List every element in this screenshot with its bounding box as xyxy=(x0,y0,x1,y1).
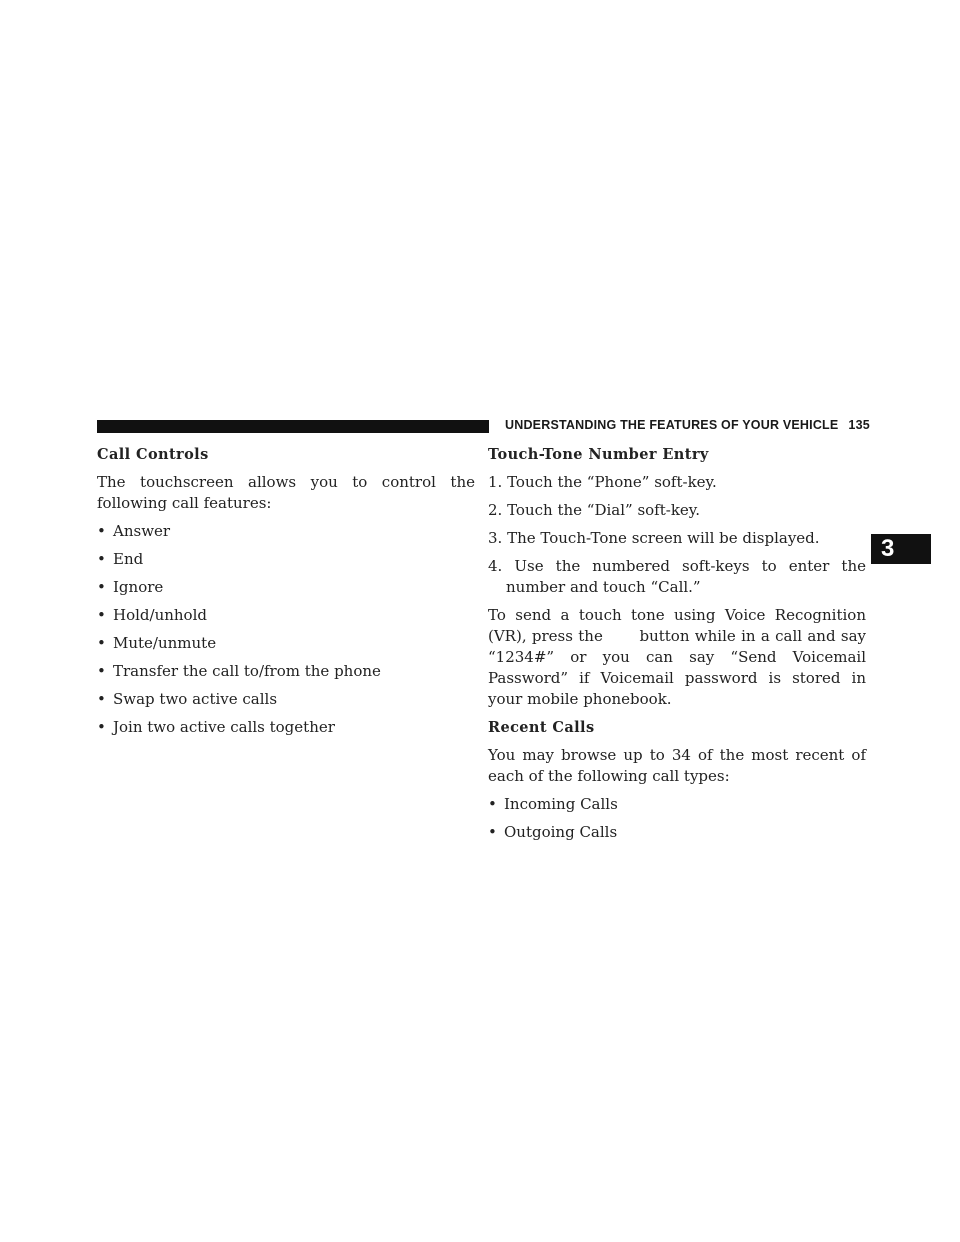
running-header xyxy=(505,418,870,432)
bullet-icon: • xyxy=(97,578,106,596)
bullet-icon: • xyxy=(97,662,106,680)
list-item: 2. Touch the “Dial” soft-key. xyxy=(488,501,701,519)
list-item: • Ignore xyxy=(97,578,164,596)
list-item: • Swap two active calls xyxy=(97,690,278,708)
touch-tone-heading: Touch-Tone Number Entry xyxy=(488,446,709,463)
page-number: 135 xyxy=(848,418,870,432)
list-item: • Transfer the call to/from the phone xyxy=(97,662,381,680)
list-item: • Mute/unmute xyxy=(97,634,217,652)
list-item: • End xyxy=(97,550,144,568)
vr-paragraph: To send a touch tone using Voice Recognition (VR), press the button while in a call and say “1234#” or you can say “Send Voicemail Password” if Voicemail password is stored in your mobile phonebook. xyxy=(488,606,866,708)
bullet-icon: • xyxy=(97,606,106,624)
section-title: UNDERSTANDING THE FEATURES OF YOUR VEHICLE xyxy=(505,418,839,432)
list-item: 3. The Touch-Tone screen will be displayed. xyxy=(488,529,820,547)
list-item: • Outgoing Calls xyxy=(488,823,618,841)
right-column xyxy=(488,444,866,850)
bullet-icon: • xyxy=(488,795,497,813)
bullet-icon: • xyxy=(97,718,106,736)
chapter-tab: 3 xyxy=(871,534,931,564)
recent-calls-heading: Recent Calls xyxy=(488,719,595,736)
left-column xyxy=(97,444,475,745)
header-rule xyxy=(97,420,489,433)
list-item: • Answer xyxy=(97,522,171,540)
list-item: • Hold/unhold xyxy=(97,606,207,624)
recent-calls-intro: You may browse up to 34 of the most recent of each of the following call types: xyxy=(488,746,866,785)
list-item: 4. Use the numbered soft-keys to enter the number and touch “Call.” xyxy=(488,557,866,596)
bullet-icon: • xyxy=(97,634,106,652)
call-controls-intro: The touchscreen allows you to control the following call features: xyxy=(97,473,475,512)
bullet-icon: • xyxy=(97,690,106,708)
list-item: • Incoming Calls xyxy=(488,795,618,813)
list-item: 1. Touch the “Phone” soft-key. xyxy=(488,473,717,491)
list-item: • Join two active calls together xyxy=(97,718,335,736)
call-controls-heading: Call Controls xyxy=(97,446,209,463)
bullet-icon: • xyxy=(97,550,106,568)
bullet-icon: • xyxy=(488,823,497,841)
bullet-icon: • xyxy=(97,522,106,540)
